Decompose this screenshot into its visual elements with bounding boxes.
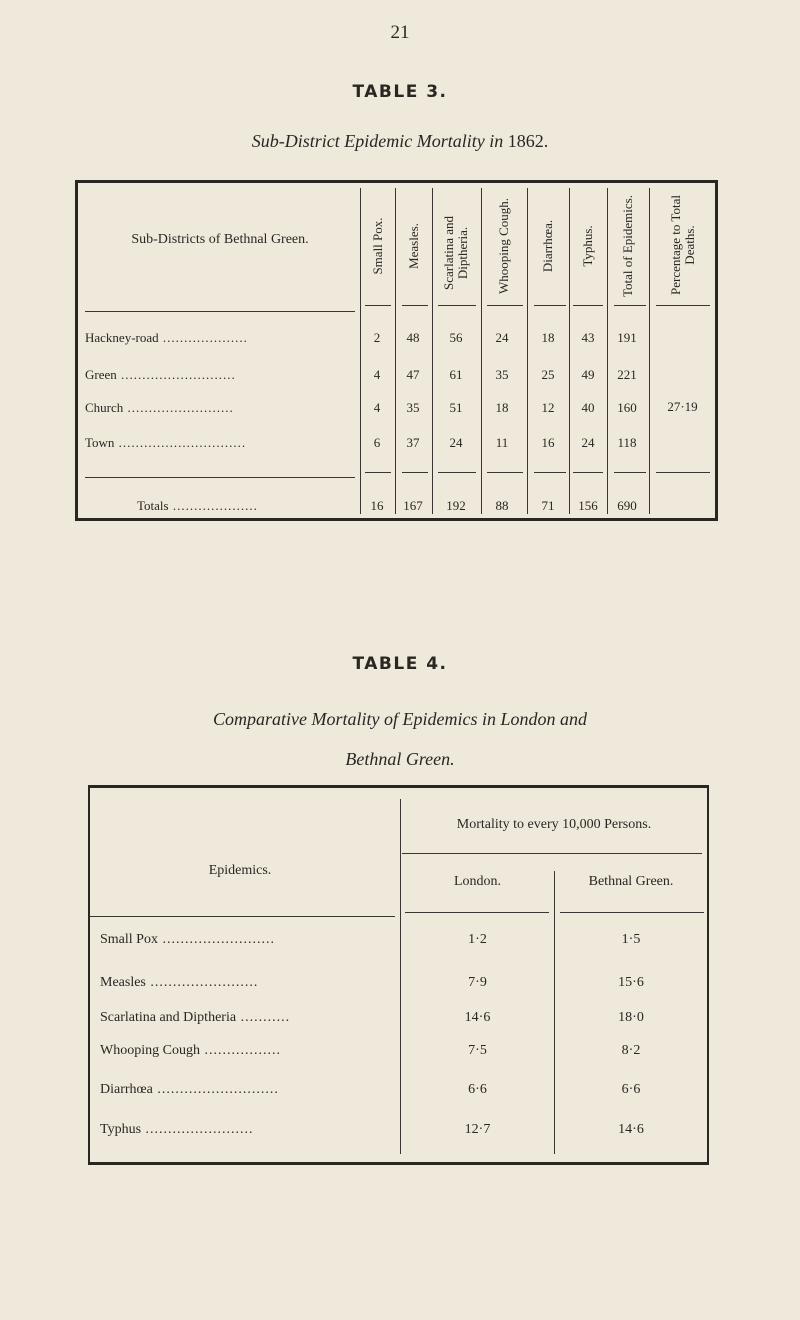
table-3-row-label-text: Green bbox=[85, 367, 117, 382]
table-4-group-rule bbox=[402, 853, 702, 854]
table-3-col-header: Typhus. bbox=[580, 225, 595, 267]
table-3-col-rule bbox=[360, 188, 361, 514]
table-4-row-label-text: Diarrhœa bbox=[100, 1082, 153, 1097]
table-3-totals-rule bbox=[402, 472, 428, 473]
table-3-cell: 18 bbox=[495, 400, 509, 415]
table-4-top-rule bbox=[88, 785, 709, 788]
table-3-cell: 156 bbox=[578, 498, 598, 513]
table-3-header-rule bbox=[656, 305, 710, 306]
table-3-cell: 11 bbox=[495, 435, 509, 450]
table-4-row-label bbox=[100, 1122, 395, 1138]
table-3-cell: 6 bbox=[373, 435, 381, 450]
table-3-cell: 61 bbox=[449, 367, 463, 382]
table-4-row-label bbox=[100, 1010, 395, 1026]
table-3-title: TABLE 3. bbox=[352, 82, 448, 102]
table-3-subtitle-text: Sub-District Epidemic Mortality in bbox=[251, 131, 504, 151]
table-3-cell: 4 bbox=[373, 367, 381, 382]
table-3-totals-rule bbox=[487, 472, 523, 473]
leader-dots: ......................... bbox=[157, 932, 275, 947]
table-3-cell: 192 bbox=[446, 498, 466, 513]
table-3-bottom-rule bbox=[75, 518, 718, 521]
table-3-cell: 24 bbox=[495, 330, 509, 345]
table-4-row-label-text: Scarlatina and Diptheria bbox=[100, 1010, 237, 1025]
table-3-row-label bbox=[137, 498, 355, 514]
table-4-row-label bbox=[100, 975, 395, 991]
table-4-cell-bethnal: 14·6 bbox=[618, 1122, 644, 1137]
table-3-row-label bbox=[85, 400, 355, 416]
table-4-cell-london: 6·6 bbox=[468, 1082, 487, 1097]
table-4-cell-london: 12·7 bbox=[464, 1122, 491, 1137]
table-3-cell: 191 bbox=[617, 330, 637, 345]
table-4-cell-bethnal: 6·6 bbox=[621, 1082, 641, 1097]
table-3-cell: 16 bbox=[541, 435, 555, 450]
table-3-totals-rule bbox=[438, 472, 476, 473]
table-3-header-rule bbox=[534, 305, 566, 306]
table-3-cell: 16 bbox=[370, 498, 384, 513]
table-3-col-header-text: Whooping Cough. bbox=[496, 197, 511, 295]
table-3-subtitle bbox=[0, 131, 800, 152]
table-3-cell: 37 bbox=[406, 435, 420, 450]
table-3-subtitle-year: 1862. bbox=[507, 131, 549, 151]
leader-dots: ........................... bbox=[152, 1082, 279, 1097]
table-3-header-rule bbox=[487, 305, 523, 306]
table-4-group-header: Mortality to every 10,000 Persons. bbox=[456, 817, 652, 832]
table-4-cell-bethnal: 18·0 bbox=[618, 1010, 644, 1025]
table-3-totals-rule bbox=[573, 472, 603, 473]
table-4-cell-london: 7·9 bbox=[468, 975, 487, 990]
table-3-header-rule bbox=[573, 305, 603, 306]
table-3-cell: 167 bbox=[403, 498, 423, 513]
table-4-title: TABLE 4. bbox=[352, 654, 448, 674]
table-3-header-rule bbox=[402, 305, 428, 306]
table-3-stub-header: Sub-Districts of Bethnal Green. bbox=[131, 232, 309, 247]
table-4-subtitle-line-2: Bethnal Green. bbox=[345, 749, 455, 769]
table-4-header-rule bbox=[405, 912, 549, 913]
table-3-cell: 43 bbox=[581, 330, 595, 345]
leader-dots: .............................. bbox=[114, 435, 247, 450]
table-3 bbox=[75, 180, 718, 521]
table-3-col-header-text: Percentage to Total Deaths. bbox=[668, 195, 697, 295]
table-3-cell: 49 bbox=[581, 367, 595, 382]
table-3-cell: 12 bbox=[541, 400, 555, 415]
table-3-cell: 25 bbox=[541, 367, 555, 382]
table-4-bottom-rule bbox=[88, 1162, 709, 1165]
table-3-col-header-text: Total of Epidemics. bbox=[620, 195, 635, 297]
table-3-row-label-text: Church bbox=[85, 400, 124, 415]
table-4-cell-bethnal: 15·6 bbox=[618, 975, 644, 990]
table-3-col-header bbox=[669, 190, 697, 300]
table-3-row-label bbox=[85, 367, 355, 383]
table-3-col-rule bbox=[527, 188, 528, 514]
leader-dots: ........................ bbox=[141, 1122, 254, 1137]
table-4-col-bethnal: Bethnal Green. bbox=[588, 874, 674, 889]
table-3-cell: 24 bbox=[449, 435, 463, 450]
table-3-totals-rule bbox=[365, 472, 391, 473]
table-4-row-label bbox=[100, 1082, 395, 1098]
table-4-right-rule bbox=[707, 785, 709, 1165]
table-3-percentage: 27·19 bbox=[667, 399, 698, 414]
leader-dots: ........... bbox=[236, 1010, 291, 1025]
table-3-col-header bbox=[621, 191, 635, 301]
table-3-cell: 35 bbox=[495, 367, 509, 382]
leader-dots: .................... bbox=[168, 498, 258, 513]
leader-dots: ......................... bbox=[123, 400, 234, 415]
table-4-left-rule bbox=[88, 785, 90, 1165]
table-4-cell-bethnal: 8·2 bbox=[621, 1043, 641, 1058]
table-3-cell: 47 bbox=[406, 367, 420, 382]
table-3-cell: 35 bbox=[406, 400, 420, 415]
table-4-row-label bbox=[100, 1043, 395, 1059]
table-3-header-rule bbox=[85, 311, 355, 312]
table-3-header-rule bbox=[614, 305, 646, 306]
table-3-right-rule bbox=[715, 180, 718, 521]
table-3-cell: 18 bbox=[541, 330, 555, 345]
table-3-col-rule bbox=[569, 188, 570, 514]
table-4-header-rule bbox=[560, 912, 704, 913]
table-3-col-header: Diarrhœa. bbox=[540, 219, 555, 273]
table-3-totals-rule bbox=[85, 477, 355, 478]
table-3-cell: 71 bbox=[541, 498, 555, 513]
table-3-col-header bbox=[497, 191, 511, 301]
table-4-row-label-text: Measles bbox=[100, 975, 146, 990]
table-3-cell: 690 bbox=[617, 498, 637, 513]
table-3-row-label bbox=[85, 330, 355, 346]
table-4-col-london: London. bbox=[453, 874, 502, 889]
table-3-cell: 51 bbox=[449, 400, 463, 415]
table-3-row-label-text: Totals bbox=[137, 498, 169, 513]
table-3-cell: 118 bbox=[617, 435, 637, 450]
table-4-cell-london: 7·5 bbox=[468, 1043, 487, 1058]
table-4-row-label-text: Typhus bbox=[100, 1122, 142, 1137]
table-3-top-rule bbox=[75, 180, 718, 183]
table-3-cell: 40 bbox=[581, 400, 595, 415]
table-3-col-header: Small Pox. bbox=[370, 217, 385, 275]
table-3-col-rule bbox=[432, 188, 433, 514]
table-4-cell-london: 1·2 bbox=[468, 932, 487, 947]
table-3-cell: 24 bbox=[581, 435, 595, 450]
table-3-col-rule bbox=[649, 188, 650, 514]
table-3-col-header: Measles. bbox=[406, 223, 421, 269]
table-3-cell: 48 bbox=[406, 330, 420, 345]
table-3-row-label bbox=[85, 435, 355, 451]
leader-dots: ................. bbox=[199, 1043, 281, 1058]
table-4-row-label bbox=[100, 932, 395, 948]
table-3-col-header-text: Scarlatina and Diptheria. bbox=[441, 216, 470, 290]
table-3-cell: 4 bbox=[373, 400, 381, 415]
table-3-cell: 88 bbox=[495, 498, 509, 513]
table-3-left-rule bbox=[75, 180, 78, 521]
table-3-header-rule bbox=[365, 305, 391, 306]
table-3-totals-rule bbox=[614, 472, 646, 473]
table-4-cell-bethnal: 1·5 bbox=[621, 932, 641, 947]
table-3-col-rule bbox=[607, 188, 608, 514]
table-3-col-rule bbox=[481, 188, 482, 514]
table-3-col-rule bbox=[395, 188, 396, 514]
leader-dots: .................... bbox=[158, 330, 248, 345]
leader-dots: ........................ bbox=[145, 975, 259, 990]
table-3-cell: 2 bbox=[373, 330, 381, 345]
table-3-cell: 160 bbox=[617, 400, 637, 415]
table-4-row-label-text: Whooping Cough bbox=[100, 1043, 200, 1058]
table-4-cell-london: 14·6 bbox=[464, 1010, 491, 1025]
table-3-totals-rule bbox=[534, 472, 566, 473]
table-4 bbox=[88, 785, 709, 1165]
leader-dots: ........................... bbox=[116, 367, 236, 382]
table-3-row-label-text: Hackney-road bbox=[85, 330, 159, 345]
table-4-header-rule bbox=[90, 916, 395, 917]
table-3-col-header bbox=[442, 198, 470, 308]
table-4-stub-header: Epidemics. bbox=[208, 863, 272, 878]
table-4-subtitle-line-1: Comparative Mortality of Epidemics in London and bbox=[213, 709, 587, 729]
table-3-cell: 221 bbox=[617, 367, 637, 382]
table-3-cell: 56 bbox=[449, 330, 463, 345]
table-3-row-label-text: Town bbox=[85, 435, 115, 450]
page-number: 21 bbox=[390, 22, 410, 43]
table-3-totals-rule bbox=[656, 472, 710, 473]
table-4-row-label-text: Small Pox bbox=[100, 932, 158, 947]
